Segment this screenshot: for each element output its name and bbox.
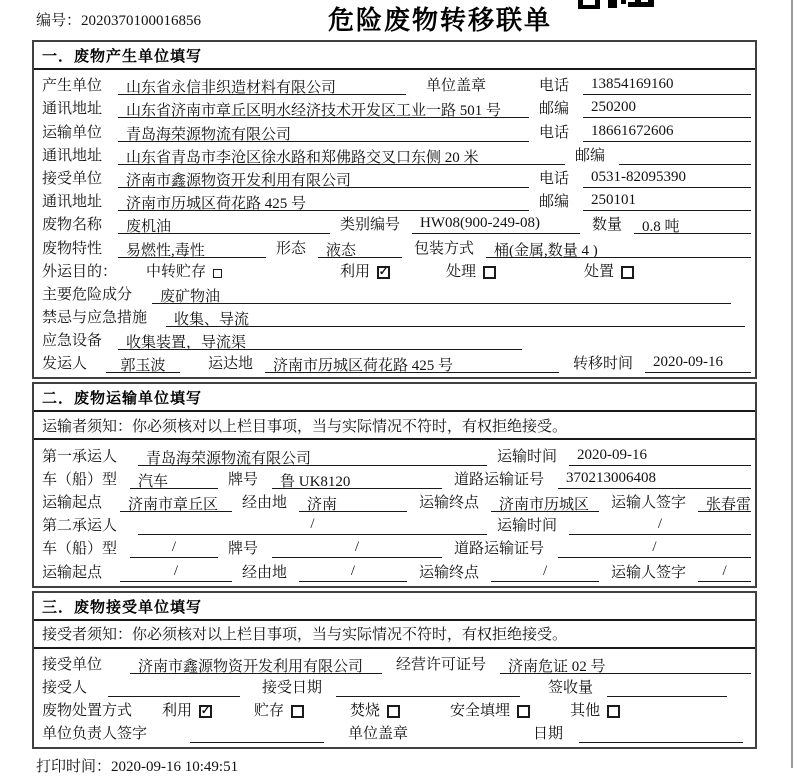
document-header — [0, 0, 796, 40]
first-carrier-value: 青岛海荣源物流有限公司 — [138, 447, 487, 466]
transporter-zip-label: 邮编 — [574, 147, 605, 164]
row-hazard-components — [42, 281, 751, 304]
vehicle-type1-value: 汽车 — [130, 470, 218, 489]
transporter-label: 运输单位 — [42, 124, 103, 141]
receive-date-label: 接受日期 — [262, 679, 323, 696]
purpose-option-transfer-storage-label: 中转贮存 — [146, 263, 207, 280]
section-receiver — [32, 591, 757, 750]
hazard-value: 废矿物油 — [152, 285, 731, 304]
purpose-option-utilize-label: 利用 — [340, 263, 371, 280]
receiving-person-value — [108, 678, 240, 697]
disposal-option-landfill-label: 安全填埋 — [450, 703, 511, 720]
row-route1 — [42, 489, 751, 512]
plate1-value: 鲁 UK8120 — [272, 470, 442, 489]
packaging-value: 桶(金属,数量 4 ) — [486, 239, 751, 258]
row-receiving-person — [42, 674, 751, 697]
disposal-option-store-label: 贮存 — [254, 703, 285, 720]
disposal-option-utilize — [162, 699, 212, 720]
row-vehicle1 — [42, 466, 751, 489]
license-value: 济南危证 02 号 — [500, 655, 751, 674]
route1-start-label: 运输起点 — [42, 495, 103, 511]
transporter-address-value: 山东省青岛市李沧区徐水路和郑佛路交叉口东侧 20 米 — [118, 146, 565, 165]
producer-value: 山东省永信非织造材料有限公司 — [118, 76, 406, 95]
vehicle-type2-label: 车（船）型 — [42, 541, 118, 558]
purpose-option-utilize — [340, 260, 390, 281]
producer-label: 产生单位 — [42, 78, 103, 95]
serial-label: 编号： — [36, 13, 82, 29]
route1-via-label: 经由地 — [242, 495, 288, 511]
row-vehicle2 — [42, 535, 751, 558]
row-receiver — [42, 165, 751, 188]
purpose-label: 外运目的： — [42, 263, 118, 280]
waste-code-value: HW08(900-249-08) — [412, 215, 580, 234]
destination-value: 济南市历城区荷花路 425 号 — [265, 354, 559, 373]
packaging-label: 包装方式 — [414, 240, 475, 257]
receiver-label: 接受单位 — [42, 170, 103, 187]
waste-trait-value: 易燃性,毒性 — [118, 239, 266, 258]
seal-label: 单位盖章 — [426, 78, 487, 95]
responsible-signature-label: 单位负责人签字 — [42, 726, 148, 743]
section-producer-title: 一．废物产生单位填写 — [34, 42, 755, 70]
check-mark: ✓ — [200, 705, 211, 718]
row-first-carrier — [42, 442, 751, 465]
waste-form-label: 形态 — [276, 240, 307, 257]
disposal-option-landfill — [450, 699, 530, 720]
vehicle-type2-value: / — [130, 539, 218, 558]
document-title: 危险废物转移联单 — [327, 5, 552, 35]
disposal-checkbox-incinerate — [387, 705, 400, 718]
producer-address-label: 通讯地址 — [42, 101, 103, 118]
purpose-option-dispose — [584, 260, 634, 281]
date-value — [579, 724, 743, 743]
disposal-checkbox-store — [291, 705, 304, 718]
purpose-checkbox-dispose — [621, 266, 634, 279]
route2-end-label: 运输终点 — [419, 564, 480, 581]
purpose-option-treat-label: 处理 — [446, 263, 477, 280]
transfer-time-value: 2020-09-16 — [645, 354, 751, 373]
transport-time2-label: 运输时间 — [496, 518, 557, 535]
transport-time1-label: 运输时间 — [496, 448, 557, 465]
purpose-option-treat — [446, 260, 496, 281]
purpose-checkbox-treat — [483, 266, 496, 279]
print-time — [36, 755, 796, 776]
row-producer-address — [42, 95, 751, 118]
route1-via-value: 济南 — [299, 493, 407, 512]
destination-label: 运达地 — [208, 356, 254, 373]
purpose-option-dispose-label: 处置 — [584, 263, 615, 280]
route2-start-value: / — [120, 563, 232, 582]
receiver-zip-value: 250101 — [583, 192, 751, 211]
vehicle-type1-label: 车（船）型 — [42, 471, 118, 488]
purpose-option-transfer-storage — [146, 260, 222, 281]
unit-seal-label: 单位盖章 — [348, 726, 409, 743]
row-shipper — [42, 350, 751, 373]
producer-zip-value: 250200 — [583, 99, 751, 118]
receiving-person-label: 接受人 — [42, 679, 88, 696]
row-receiving-unit — [42, 651, 751, 674]
section-receiver-title: 三．废物接受单位填写 — [34, 593, 755, 621]
disposal-option-store — [254, 699, 304, 720]
print-time-label: 打印时间： — [36, 759, 112, 776]
received-amount-label: 签收量 — [548, 679, 594, 696]
print-time-value: 2020-09-16 10:49:51 — [111, 759, 239, 776]
disposal-checkbox-other — [607, 705, 620, 718]
section-transport — [32, 382, 757, 587]
disposal-option-other — [570, 699, 620, 720]
license-label: 经营许可证号 — [396, 656, 487, 673]
section-producer-rows — [34, 70, 755, 377]
transporter-phone-label: 电话 — [538, 124, 569, 141]
waste-qty-label: 数量 — [592, 217, 623, 234]
waste-form-value: 液态 — [318, 239, 402, 258]
transport-time1-value: 2020-09-16 — [569, 447, 751, 466]
producer-address-value: 山东省济南市章丘区明水经济技术开发区工业一路 501 号 — [118, 99, 529, 118]
receiver-zip-label: 邮编 — [538, 194, 569, 211]
road-permit1-label: 道路运输证号 — [454, 471, 545, 488]
row-transporter — [42, 118, 751, 141]
disposal-checkbox-utilize — [199, 705, 212, 718]
section-receiver-rows — [34, 649, 755, 748]
second-carrier-value: / — [138, 516, 487, 535]
transporter-zip-value — [619, 146, 751, 165]
waste-code-label: 类别编号 — [340, 217, 401, 234]
receive-date-value — [336, 678, 520, 697]
receiver-value: 济南市鑫源物资开发利用有限公司 — [118, 169, 529, 188]
shipper-value: 郭玉波 — [106, 354, 180, 373]
receiver-address-value: 济南市历城区荷花路 425 号 — [118, 192, 529, 211]
purpose-checkbox-utilize — [377, 266, 390, 279]
serial-value: 2020370100016856 — [81, 13, 202, 29]
form-body — [32, 40, 757, 749]
waste-trait-label: 废物特性 — [42, 240, 103, 257]
route2-via-value: / — [299, 563, 407, 582]
waste-name-value: 废机油 — [118, 215, 330, 234]
disposal-option-incinerate — [350, 699, 400, 720]
disposal-option-incinerate-label: 焚烧 — [350, 703, 381, 720]
route2-end-value: / — [491, 563, 599, 582]
page-edge-line — [791, 0, 793, 768]
disposal-option-utilize-label: 利用 — [162, 703, 193, 720]
row-transporter-address — [42, 142, 751, 165]
transport-notice-text: 运输者须知：你必须核对以上栏目事项，当与实际情况不符时，有权拒绝接受。 — [42, 418, 568, 435]
receiving-unit-label: 接受单位 — [42, 656, 103, 673]
check-mark: ✓ — [378, 265, 389, 278]
row-route2 — [42, 558, 751, 581]
first-carrier-label: 第一承运人 — [42, 448, 118, 465]
responsible-signature-value — [190, 724, 324, 743]
transporter-value: 青岛海荣源物流有限公司 — [118, 123, 529, 142]
row-second-carrier — [42, 512, 751, 535]
transporter-phone-value: 18661672606 — [583, 123, 751, 142]
route2-start-label: 运输起点 — [42, 564, 103, 581]
road-permit2-label: 道路运输证号 — [454, 541, 545, 558]
disposal-option-other-label: 其他 — [570, 703, 601, 720]
section-producer — [32, 40, 757, 379]
receiver-phone-label: 电话 — [538, 170, 569, 187]
receiver-notice-text: 接受者须知：你必须核对以上栏目事项，当与实际情况不符时，有权拒绝接受。 — [42, 627, 568, 644]
emergency-measures-value: 收集、导流 — [166, 308, 745, 327]
row-transfer-purpose — [42, 258, 751, 281]
row-receiver-address — [42, 188, 751, 211]
receiver-address-label: 通讯地址 — [42, 194, 103, 211]
section-transport-rows — [34, 440, 755, 585]
plate2-label: 牌号 — [228, 541, 259, 558]
received-amount-value — [607, 678, 727, 697]
row-producer — [42, 72, 751, 95]
transfer-time-label: 转移时间 — [573, 356, 634, 373]
route1-end-label: 运输终点 — [419, 495, 480, 511]
second-carrier-label: 第二承运人 — [42, 518, 118, 535]
row-responsible-signature — [42, 720, 751, 743]
receiving-unit-value: 济南市鑫源物资开发利用有限公司 — [130, 655, 382, 674]
row-waste-traits — [42, 234, 751, 257]
route1-start-value: 济南市章丘区 — [120, 493, 232, 512]
waste-qty-value: 0.8 吨 — [634, 215, 751, 234]
carrier1-signature-value: 张春雷 — [698, 493, 751, 512]
disposal-checkbox-landfill — [517, 705, 530, 718]
section-transport-title: 二．废物运输单位填写 — [34, 384, 755, 412]
producer-phone-label: 电话 — [538, 78, 569, 95]
emergency-equipment-label: 应急设备 — [42, 333, 103, 350]
date-label: 日期 — [532, 726, 563, 743]
receiver-notice — [34, 621, 755, 649]
emergency-measures-label: 禁忌与应急措施 — [42, 310, 148, 327]
route2-via-label: 经由地 — [242, 564, 288, 581]
carrier2-signature-value: / — [698, 563, 751, 582]
plate1-label: 牌号 — [228, 471, 259, 488]
transporter-address-label: 通讯地址 — [42, 147, 103, 164]
shipper-label: 发运人 — [42, 356, 88, 373]
transport-time2-value: / — [569, 516, 751, 535]
row-waste-name — [42, 211, 751, 234]
hazard-label: 主要危险成分 — [42, 286, 133, 303]
producer-zip-label: 邮编 — [538, 101, 569, 118]
waste-name-label: 废物名称 — [42, 217, 103, 234]
purpose-checkbox-transfer-storage — [213, 269, 222, 278]
road-permit1-value: 370213006408 — [558, 470, 751, 489]
road-permit2-value: / — [558, 539, 751, 558]
producer-phone-value: 13854169160 — [583, 76, 751, 95]
disposal-method-label: 废物处置方式 — [42, 703, 133, 720]
receiver-phone-value: 0531-82095390 — [583, 169, 751, 188]
plate2-value: / — [272, 539, 442, 558]
row-emergency-measures — [42, 304, 751, 327]
row-emergency-equipment — [42, 327, 751, 350]
row-disposal-method — [42, 697, 751, 720]
carrier1-signature-label: 运输人签字 — [611, 495, 687, 511]
emergency-equipment-value: 收集装置，导流渠 — [118, 331, 522, 350]
transport-notice — [34, 412, 755, 440]
route1-end-value: 济南市历城区 — [491, 493, 599, 512]
carrier2-signature-label: 运输人签字 — [611, 564, 687, 581]
